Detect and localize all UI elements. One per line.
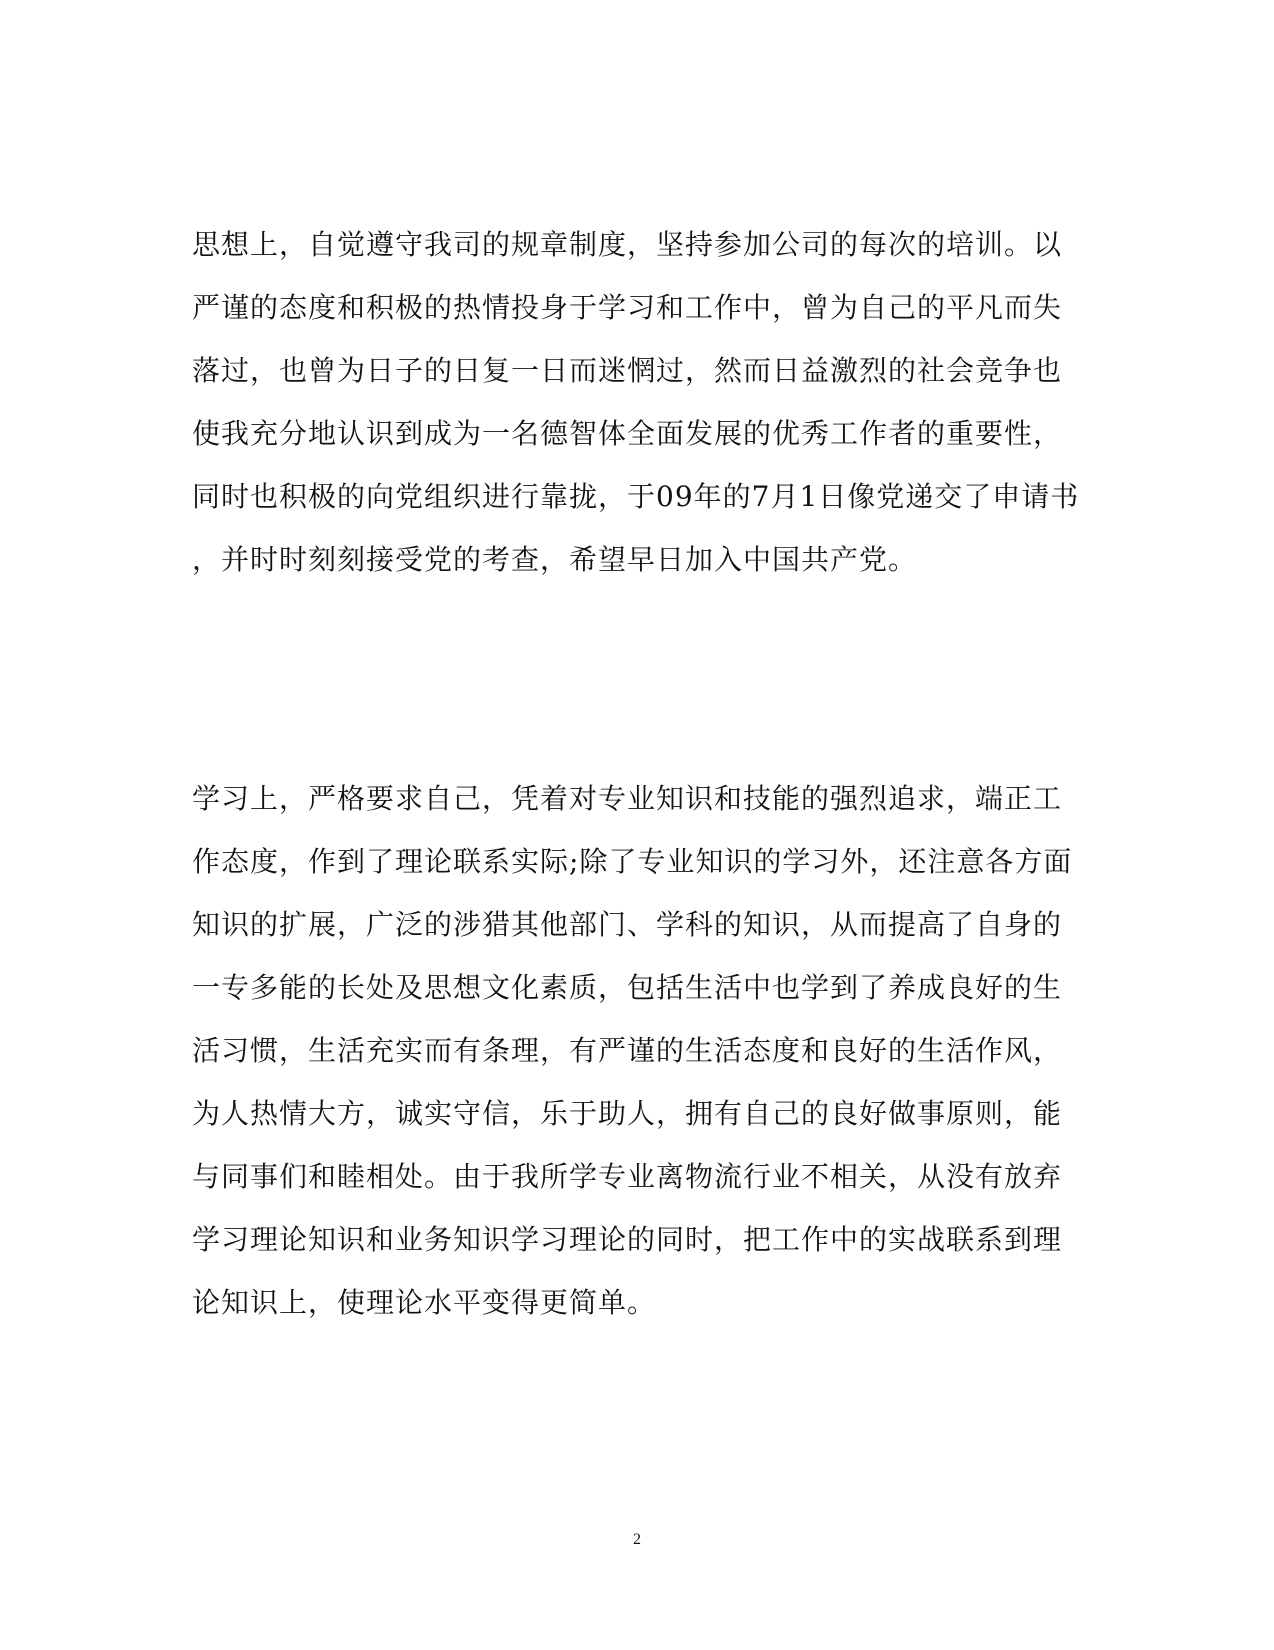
text-line: 为人热情大方，诚实守信，乐于助人，拥有自己的良好做事原则，能 (192, 1097, 1063, 1130)
text-line: ，并时时刻刻接受党的考查，希望早日加入中国共产党。 (192, 543, 918, 576)
text-line: 同时也积极的向党组织进行靠拢，于09年的7月1日像党递交了申请书 (192, 480, 1080, 513)
text-line: 作态度，作到了理论联系实际;除了专业知识的学习外，还注意各方面 (192, 845, 1073, 878)
text-line: 知识的扩展，广泛的涉猎其他部门、学科的知识，从而提高了自身的 (192, 908, 1063, 941)
text-line: 学习上，严格要求自己，凭着对专业知识和技能的强烈追求，端正工 (192, 782, 1063, 815)
text-line: 严谨的态度和积极的热情投身于学习和工作中，曾为自己的平凡而失 (192, 291, 1063, 324)
text-line: 使我充分地认识到成为一名德智体全面发展的优秀工作者的重要性， (192, 417, 1063, 450)
text-line: 一专多能的长处及思想文化素质，包括生活中也学到了养成良好的生 (192, 971, 1063, 1004)
page-number: 2 (633, 1531, 641, 1548)
text-line: 与同事们和睦相处。由于我所学专业离物流行业不相关，从没有放弃 (192, 1160, 1063, 1193)
text-line: 落过，也曾为日子的日复一日而迷惘过，然而日益激烈的社会竞争也 (192, 354, 1063, 387)
text-line: 思想上，自觉遵守我司的规章制度，坚持参加公司的每次的培训。以 (192, 228, 1063, 261)
text-line: 学习理论知识和业务知识学习理论的同时，把工作中的实战联系到理 (192, 1223, 1063, 1256)
text-line: 活习惯，生活充实而有条理，有严谨的生活态度和良好的生活作风， (192, 1034, 1063, 1067)
text-line: 论知识上，使理论水平变得更简单。 (192, 1286, 657, 1319)
